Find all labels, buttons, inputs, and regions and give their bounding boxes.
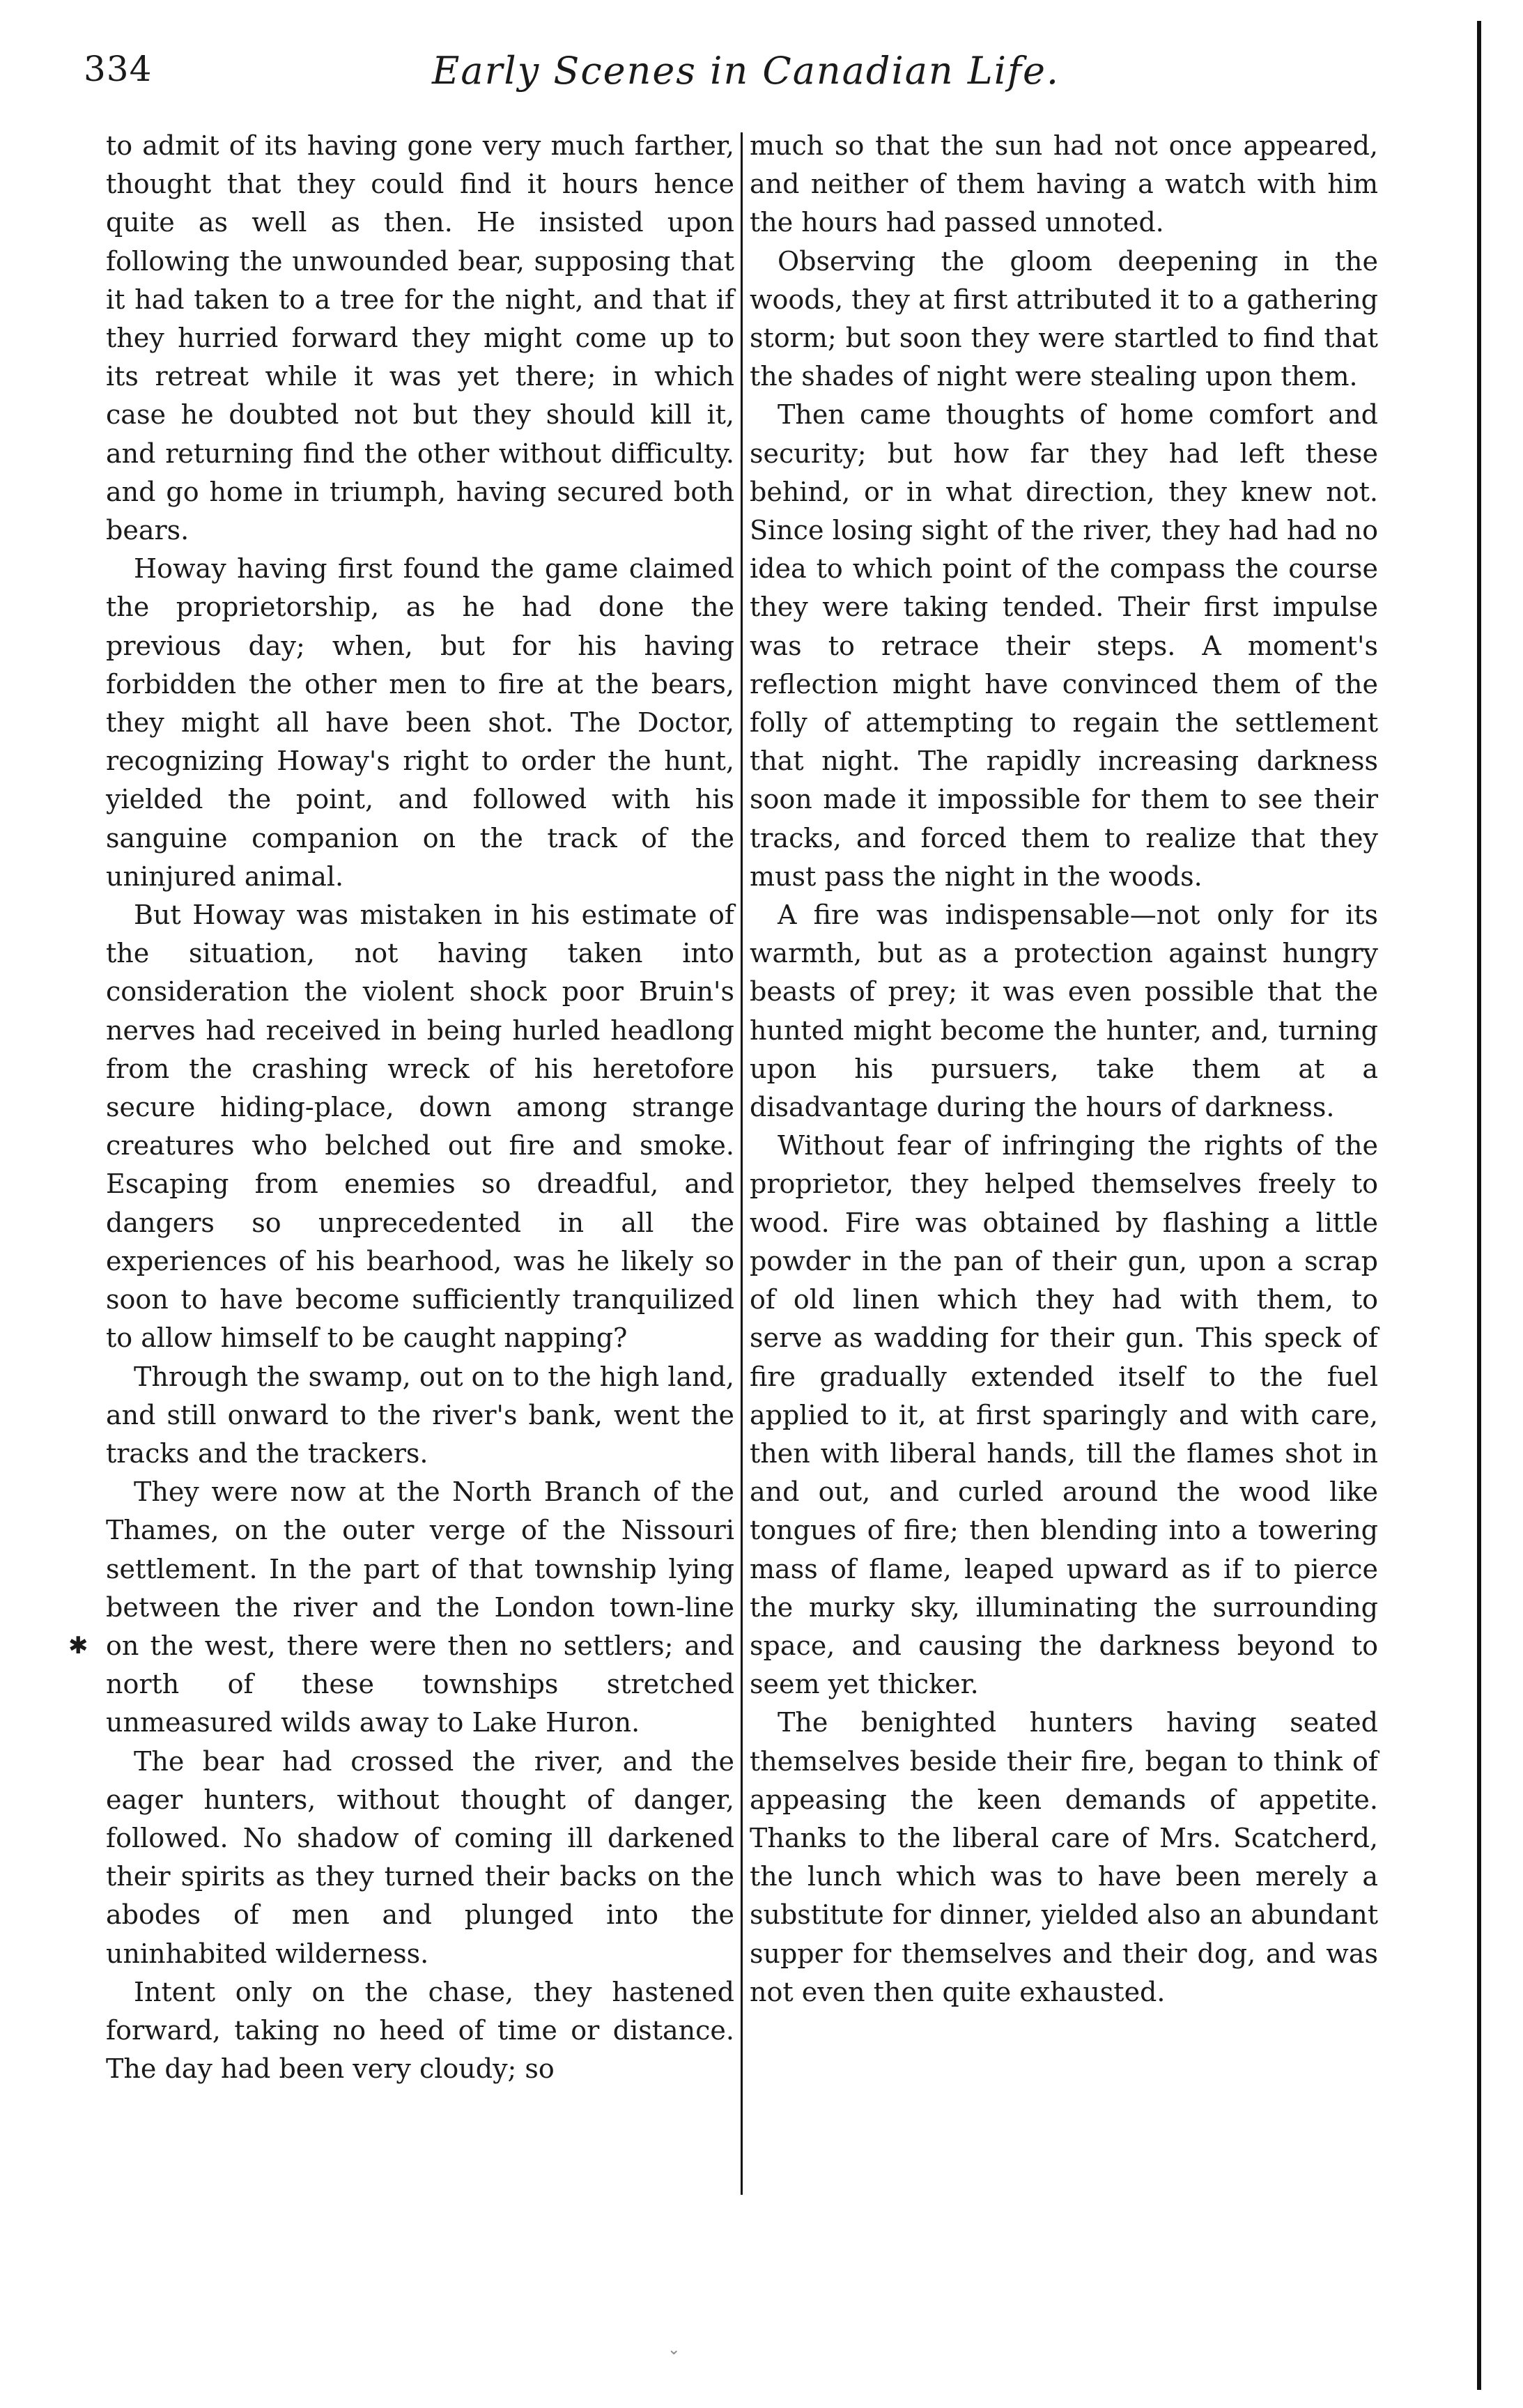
running-title: Early Scenes in Canadian Life. bbox=[432, 49, 1060, 93]
paragraph: Howay having first found the game claimed the proprietorship, as he had done the previous day; when, but for his having forbidden the other men to fire at the bears, they might all have been shot. The Doctor, recognizing Howay's right to order the hunt, yielded the point, and followed with his sanguine companion on the track of the uninjured animal. bbox=[106, 553, 734, 892]
paragraph: A fire was indispensable—not only for its warmth, but as a protection against hungry beasts of prey; it was even possible that the hunted might become the hunter, and, turning upon his pursuers, take them at a disadvantage during the hours of darkness. bbox=[750, 900, 1378, 1123]
page-number: 334 bbox=[84, 49, 153, 89]
paragraph: to admit of its having gone very much farther, thought that they could find it hours hence quite as well as then. He insisted upon following the unwounded bear, supposing that it had taken to a tree for the night, and that if they hurried forward they might come up to its retreat while it was yet there; in which case he doubted not but they should kill it, and returning find the other without difficulty. and go home in triumph, having secured both bears. bbox=[106, 130, 734, 546]
right-column bbox=[750, 127, 1378, 2012]
page-edge-rule bbox=[1477, 21, 1481, 2390]
page-header bbox=[84, 49, 1393, 111]
paragraph: Then came thoughts of home comfort and security; but how far they had left these behind, or in what direction, they knew not. Since losing sight of the river, they had had no idea to which point of the compass the course they were taking tended. Their first impulse was to retrace their steps. A moment's reflection might have convinced them of the folly of attempting to regain the settlement that night. The rapidly increasing darkness soon made it impossible for them to see their tracks, and forced them to realize that they must pass the night in the woods. bbox=[750, 399, 1378, 892]
paragraph: The bear had crossed the river, and the eager hunters, without thought of danger, followed. No shadow of coming ill darkened their spirits as they turned their backs on the abodes of men and plunged into the uninhabited wilderness. bbox=[106, 1745, 734, 1969]
left-column bbox=[106, 127, 734, 2088]
paragraph: Observing the gloom deepening in the woods, they at first attributed it to a gathering storm; but soon they were startled to find that the shades of night were stealing upon them. bbox=[750, 245, 1378, 392]
margin-asterisk-mark: ✱ bbox=[68, 1632, 88, 1660]
paragraph: Without fear of infringing the rights of the proprietor, they helped themselves freely to wood. Fire was obtained by flashing a little powder in the pan of their gun, upon a scrap of old linen which they had with them, to serve as wadding for their gun. This speck of fire gradually extended itself to the fuel applied to it, at first sparingly and with care, then with liberal hands, till the flames shot in and out, and curled around the wood like tongues of fire; then blending into a towering mass of flame, leaped upward as if to pierce the murky sky, illuminating the surrounding space, and causing the darkness beyond to seem yet thicker. bbox=[750, 1130, 1378, 1700]
paragraph: The benighted hunters having seated themselves beside their fire, began to think of appeasing the keen demands of appetite. Thanks to the liberal care of Mrs. Scatcherd, the lunch which was to have been merely a substitute for dinner, yielded also an abundant supper for themselves and their dog, and was not even then quite exhausted. bbox=[750, 1707, 1378, 2007]
paragraph: much so that the sun had not once appeared, and neither of them having a watch with him the hours had passed unnoted. bbox=[750, 130, 1378, 238]
paragraph: They were now at the North Branch of the Thames, on the outer verge of the Nissouri settlement. In the part of that township lying between the river and the London town-line on the west, there were then no settlers; and north of these townships stretched unmeasured wilds away to Lake Huron. bbox=[106, 1476, 734, 1738]
column-divider bbox=[741, 132, 743, 2195]
paragraph: But Howay was mistaken in his estimate of the situation, not having taken into consideration the violent shock poor Bruin's nerves had received in being hurled headlong from the crashing wreck of his heretofore secure hiding-place, down among strange creatures who belched out fire and smoke. Escaping from enemies so dreadful, and dangers so unprecedented in all the experiences of his bearhood, was he likely so soon to have become sufficiently tranquilized to allow himself to be caught napping? bbox=[106, 900, 734, 1354]
paragraph: Intent only on the chase, they hastened forward, taking no heed of time or distance. The day had been very cloudy; so bbox=[106, 1976, 734, 2085]
bottom-scan-mark: ⌄ bbox=[667, 2341, 681, 2359]
paragraph: Through the swamp, out on to the high land, and still onward to the river's bank, went the tracks and the trackers. bbox=[106, 1361, 734, 1469]
